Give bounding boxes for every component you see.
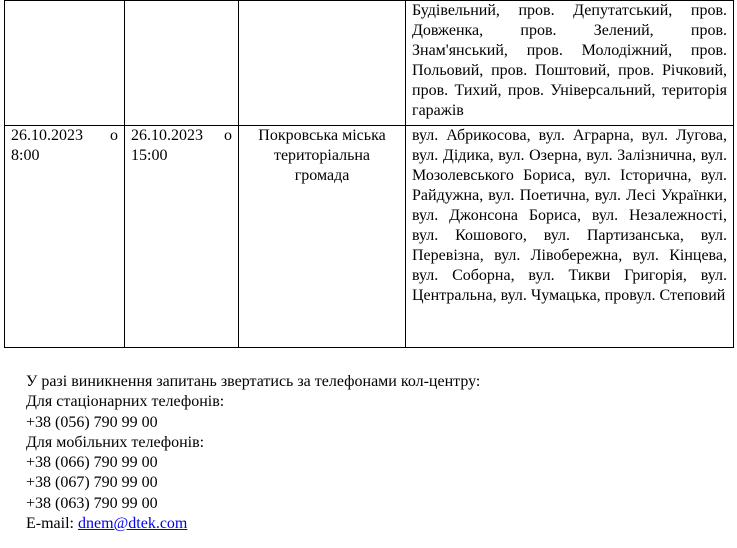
landline-label: Для стаціонарних телефонів: — [26, 393, 225, 411]
mobile-phone: +38 (066) 790 99 00 — [26, 454, 158, 472]
table-row — [5, 126, 734, 348]
streets-cell: Будівельний, пров. Депутатський, пров. Довженка, пров. Зелений, пров. Знам'янський, пров. Молодіжний, пров. Польовий, пров. Поштовий, пров. Річковий, пров. Тихий, пров. Універсальний, територія гаражів — [406, 1, 734, 126]
contact-intro: У разі виникнення запитань звертатись за телефонами кол-центру: — [26, 373, 481, 390]
mobile-phone: +38 (067) 790 99 00 — [26, 474, 158, 492]
table-row — [5, 1, 734, 126]
streets-cell: вул. Абрикосова, вул. Аграрна, вул. Лугова, вул. Дідика, вул. Озерна, вул. Залізнична, вул. Мозолевського Бориса, вул. Історична, вул. Райдужна, вул. Поетична, вул. Лесі Українки, вул. Джонсона Бориса, вул. Незалежності, вул. Кошового, вул. Партизанська, вул. Перевізна, вул. Лівобережна, вул. Кінцева, вул. Соборна, вул. Тикви Григорія, вул. Центральна, вул. Чумацька, провул. Степовий — [406, 126, 734, 348]
community-cell: Покровська міська територіальна громада — [239, 126, 406, 348]
outage-schedule-table — [4, 0, 734, 348]
mobile-phone: +38 (063) 790 99 00 — [26, 494, 158, 512]
community-cell — [239, 1, 406, 126]
start-cell: 26.10.2023 о 8:00 — [5, 126, 125, 348]
landline-phone: +38 (056) 790 99 00 — [26, 413, 158, 431]
email-link[interactable]: dnem@dtek.com — [77, 515, 188, 533]
end-cell — [125, 1, 239, 126]
start-cell — [5, 1, 125, 126]
contact-info — [26, 372, 480, 534]
mobile-label: Для мобільних телефонів: — [26, 433, 205, 451]
end-cell: 26.10.2023 о 15:00 — [125, 126, 239, 348]
email-line — [26, 514, 480, 534]
email-label: E-mail: — [26, 515, 74, 533]
